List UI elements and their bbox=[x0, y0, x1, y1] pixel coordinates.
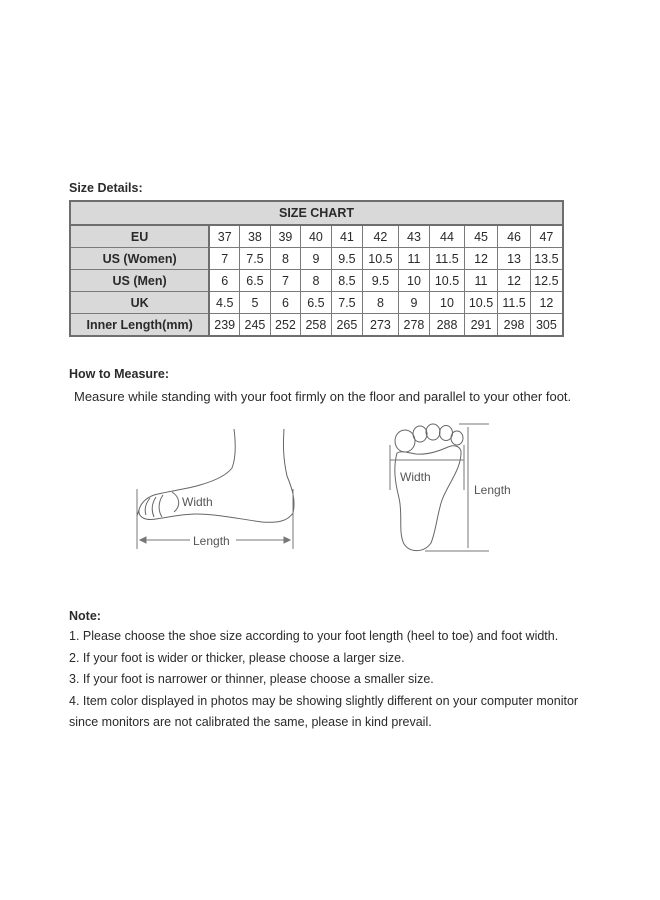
table-cell: 9 bbox=[301, 248, 331, 270]
table-cell: 6.5 bbox=[301, 292, 331, 314]
row-header: Inner Length(mm) bbox=[70, 314, 209, 337]
table-cell: 13.5 bbox=[530, 248, 563, 270]
note-item: 2. If your foot is wider or thicker, please choose a larger size. bbox=[69, 650, 405, 665]
table-cell: 6 bbox=[270, 292, 300, 314]
table-caption: SIZE CHART bbox=[70, 201, 563, 225]
table-cell: 39 bbox=[270, 225, 300, 248]
table-cell: 9.5 bbox=[331, 248, 363, 270]
table-cell: 42 bbox=[363, 225, 399, 248]
table-cell: 9 bbox=[398, 292, 430, 314]
note-item: 1. Please choose the shoe size according to your foot length (heel to toe) and foot width. bbox=[69, 629, 559, 643]
note-item: since monitors are not calibrated the same, please in kind prevail. bbox=[69, 715, 432, 729]
table-cell: 47 bbox=[530, 225, 563, 248]
table-cell: 7 bbox=[270, 270, 300, 292]
row-header: UK bbox=[70, 292, 209, 314]
size-details-title: Size Details: bbox=[69, 181, 143, 195]
sole-length-label: Length bbox=[474, 483, 511, 497]
table-cell: 9.5 bbox=[363, 270, 399, 292]
side-length-label: Length bbox=[193, 534, 230, 548]
table-cell: 258 bbox=[301, 314, 331, 337]
table-cell: 8 bbox=[363, 292, 399, 314]
table-cell: 6 bbox=[209, 270, 239, 292]
table-cell: 12 bbox=[530, 292, 563, 314]
table-cell: 11 bbox=[464, 270, 498, 292]
notes-list bbox=[69, 626, 639, 734]
table-cell: 10 bbox=[398, 270, 430, 292]
table-cell: 8 bbox=[301, 270, 331, 292]
table-cell: 265 bbox=[331, 314, 363, 337]
how-to-measure-text: Measure while standing with your foot firmly on the floor and parallel to your other foot. bbox=[74, 389, 572, 404]
table-cell: 11.5 bbox=[430, 248, 465, 270]
table-cell: 10 bbox=[430, 292, 465, 314]
note-item: 3. If your foot is narrower or thinner, please choose a smaller size. bbox=[69, 672, 434, 686]
table-cell: 46 bbox=[498, 225, 531, 248]
table-cell: 7.5 bbox=[240, 248, 270, 270]
table-cell: 8 bbox=[270, 248, 300, 270]
table-cell: 38 bbox=[240, 225, 270, 248]
table-cell: 12 bbox=[464, 248, 498, 270]
table-cell: 252 bbox=[270, 314, 300, 337]
sole-width-label: Width bbox=[400, 470, 431, 484]
table-cell: 13 bbox=[498, 248, 531, 270]
table-cell: 10.5 bbox=[464, 292, 498, 314]
table-cell: 41 bbox=[331, 225, 363, 248]
row-header: US (Men) bbox=[70, 270, 209, 292]
table-cell: 305 bbox=[530, 314, 563, 337]
table-cell: 12 bbox=[498, 270, 531, 292]
table-cell: 291 bbox=[464, 314, 498, 337]
side-width-label: Width bbox=[182, 495, 213, 509]
table-cell: 43 bbox=[398, 225, 430, 248]
table-cell: 245 bbox=[240, 314, 270, 337]
table-cell: 273 bbox=[363, 314, 399, 337]
table-cell: 298 bbox=[498, 314, 531, 337]
table-cell: 4.5 bbox=[209, 292, 239, 314]
table-cell: 239 bbox=[209, 314, 239, 337]
table-cell: 7.5 bbox=[331, 292, 363, 314]
note-item: 4. Item color displayed in photos may be showing slightly different on your computer monitor bbox=[69, 693, 579, 708]
table-cell: 10.5 bbox=[430, 270, 465, 292]
table-cell: 45 bbox=[464, 225, 498, 248]
table-cell: 40 bbox=[301, 225, 331, 248]
table-cell: 5 bbox=[240, 292, 270, 314]
table-cell: 37 bbox=[209, 225, 239, 248]
sole-foot-drawing bbox=[395, 424, 463, 551]
how-to-measure-title: How to Measure: bbox=[69, 367, 170, 381]
table-cell: 288 bbox=[430, 314, 465, 337]
table-cell: 11.5 bbox=[498, 292, 531, 314]
table-cell: 8.5 bbox=[331, 270, 363, 292]
table-cell: 11 bbox=[398, 248, 430, 270]
side-foot-drawing bbox=[137, 429, 294, 522]
table-cell: 278 bbox=[398, 314, 430, 337]
row-header: US (Women) bbox=[70, 248, 209, 270]
table-cell: 10.5 bbox=[363, 248, 399, 270]
row-header: EU bbox=[70, 225, 209, 248]
note-title: Note: bbox=[69, 609, 101, 623]
table-cell: 7 bbox=[209, 248, 239, 270]
table-cell: 12.5 bbox=[530, 270, 563, 292]
table-cell: 44 bbox=[430, 225, 465, 248]
table-cell: 6.5 bbox=[240, 270, 270, 292]
